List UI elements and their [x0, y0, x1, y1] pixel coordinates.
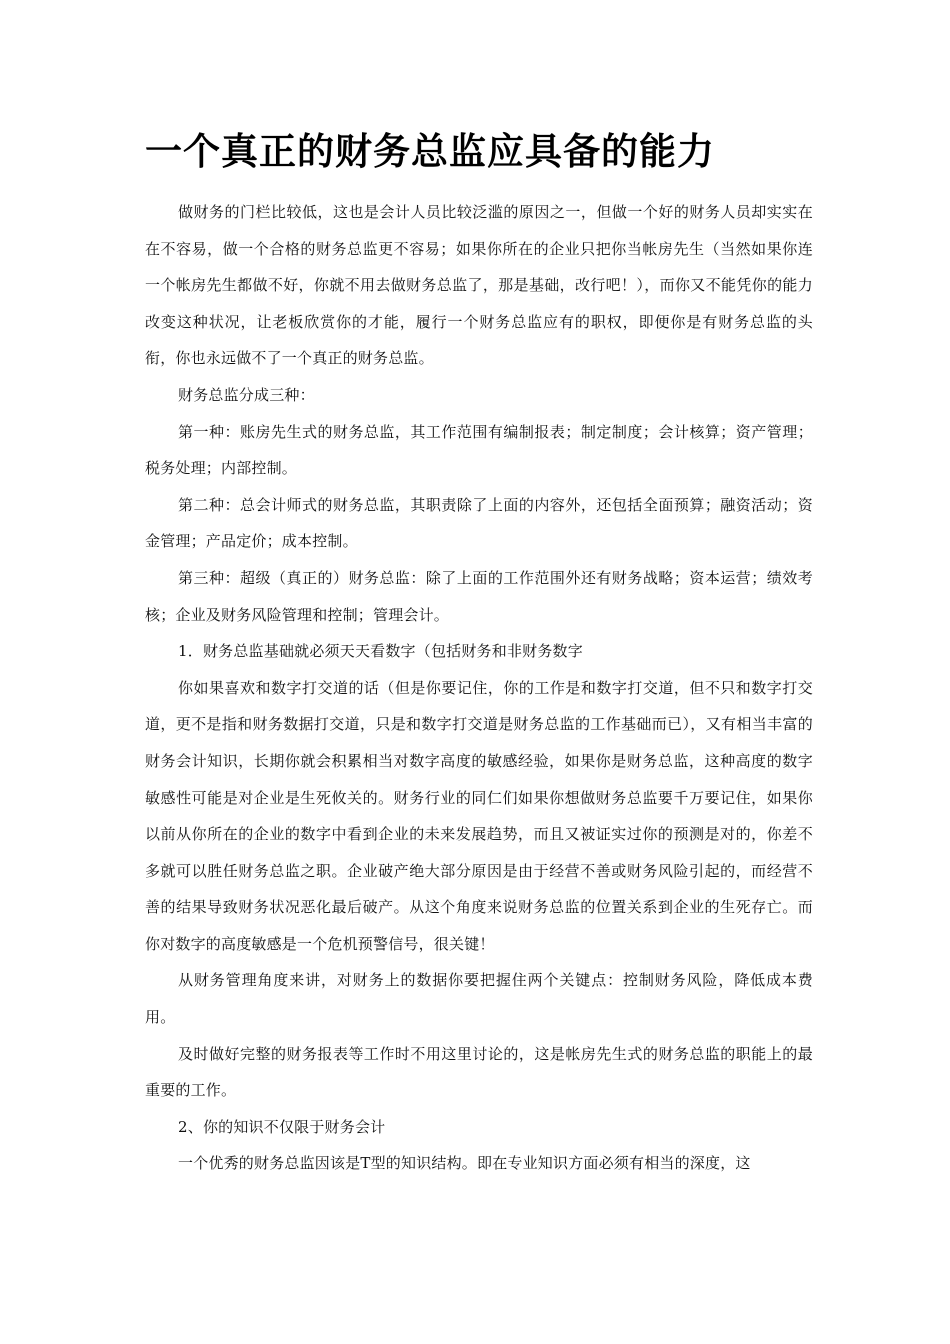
paragraph-type-one: 第一种：账房先生式的财务总监，其工作范围有编制报表；制定制度；会计核算；资产管理；税务处理；内部控制。 [145, 422, 813, 478]
paragraph-type-two: 第二种：总会计师式的财务总监，其职责除了上面的内容外，还包括全面预算；融资活动；资金管理；产品定价；成本控制。 [145, 495, 813, 551]
paragraph-key-points: 从财务管理角度来讲，对财务上的数据你要把握住两个关键点：控制财务风险，降低成本费用。 [145, 971, 813, 1027]
section-heading-1: 1．财务总监基础就必须天天看数字（包括财务和非财务数字 [178, 642, 583, 661]
section-heading-2: 2、你的知识不仅限于财务会计 [178, 1117, 386, 1136]
paragraph-t-shaped: 一个优秀的财务总监因该是T型的知识结构。即在专业知识方面必须有相当的深度，这 [178, 1154, 751, 1173]
paragraph-reports: 及时做好完整的财务报表等工作时不用这里讨论的，这是帐房先生式的财务总监的职能上的最重要的工作。 [145, 1044, 813, 1100]
paragraph-intro: 做财务的门栏比较低，这也是会计人员比较泛滥的原因之一，但做一个好的财务人员却实实在在不容易，做一个合格的财务总监更不容易；如果你所在的企业只把你当帐房先生（当然如果你连一个帐房先生都做不好，你就不用去做财务总监了，那是基础，改行吧！），而你又不能凭你的能力改变这种状况，让老板欣赏你的才能，履行一个财务总监应有的职权，即便你是有财务总监的头衔，你也永远做不了一个真正的财务总监。 [145, 203, 813, 368]
paragraph-type-three: 第三种：超级（真正的）财务总监：除了上面的工作范围外还有财务战略；资本运营；绩效考核；企业及财务风险管理和控制；管理会计。 [145, 568, 813, 624]
paragraph-three-types: 财务总监分成三种： [178, 385, 315, 404]
document-body [145, 194, 813, 1182]
paragraph-numbers: 你如果喜欢和数字打交道的话（但是你要记住，你的工作是和数字打交道，但不只和数字打交道，更不是指和财务数据打交道，只是和数字打交道是财务总监的工作基础而已），又有相当丰富的财务会计知识，长期你就会积累相当对数字高度的敏感经验，如果你是财务总监，这种高度的数字敏感性可能是对企业是生死攸关的。财务行业的同仁们如果你想做财务总监要千万要记住，如果你以前从你所在的企业的数字中看到企业的未来发展趋势，而且又被证实过你的预测是对的，你差不多就可以胜任财务总监之职。企业破产绝大部分原因是由于经营不善或财务风险引起的，而经营不善的结果导致财务状况恶化最后破产。从这个角度来说财务总监的位置关系到企业的生死存亡。而你对数字的高度敏感是一个危机预警信号，很关键！ [145, 678, 813, 953]
document-title: 一个真正的财务总监应具备的能力 [145, 130, 715, 173]
